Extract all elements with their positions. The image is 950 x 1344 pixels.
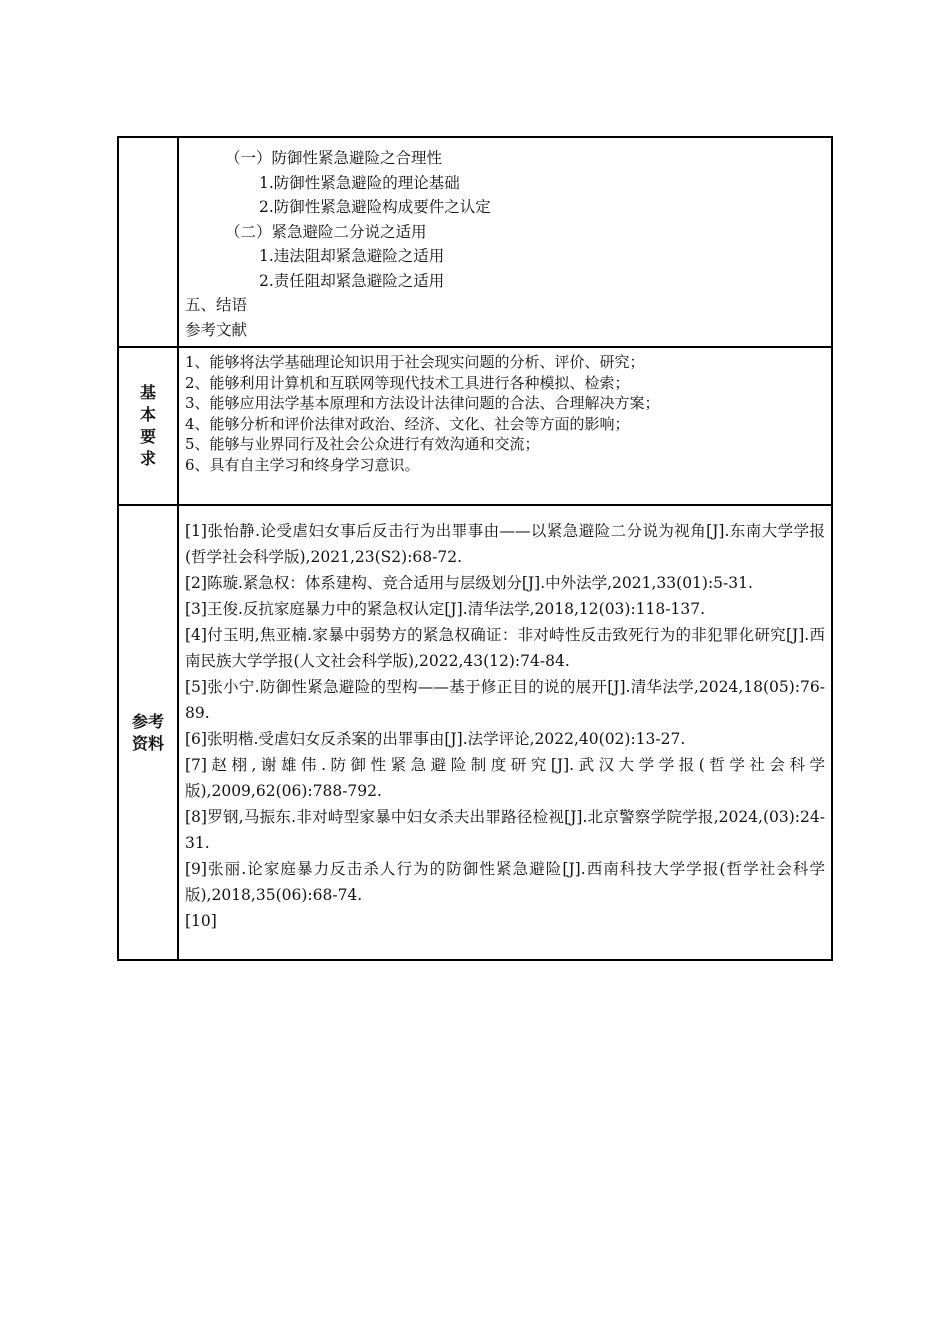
form-table <box>117 136 833 961</box>
outline-item: （二）紧急避险二分说之适用 <box>225 222 427 241</box>
requirements-label-cell <box>118 347 178 505</box>
requirements-label: 基本要求 <box>139 383 156 468</box>
requirement-item: 1、能够将法学基础理论知识用于社会现实问题的分析、评价、研究； <box>185 353 645 371</box>
outline-item: 2.责任阻却紧急避险之适用 <box>259 271 445 290</box>
requirement-item: 2、能够利用计算机和互联网等现代技术工具进行各种模拟、检索； <box>185 373 630 392</box>
outline-label-cell <box>118 137 178 347</box>
references-label: 参考资料 <box>131 711 164 753</box>
outline-item: 1.防御性紧急避险的理论基础 <box>259 173 460 192</box>
outline-item: 参考文献 <box>185 320 248 339</box>
reference-item: [10] <box>185 912 217 930</box>
reference-item: [9]张丽.论家庭暴力反击杀人行为的防御性紧急避险[J].西南科技大学学报(哲学社会科学版),2018,35(06):68-74. <box>185 860 825 904</box>
outline-cell <box>178 137 832 347</box>
reference-item: [6]张明楷.受虐妇女反杀案的出罪事由[J].法学评论,2022,40(02):13-27. <box>185 730 686 748</box>
reference-item: [5]张小宁.防御性紧急避险的型构——基于修正目的说的展开[J].清华法学,2024,18(05):76-89. <box>185 678 825 722</box>
outline-item: 五、结语 <box>185 296 248 314</box>
requirement-item: 5、能够与业界同行及社会公众进行有效沟通和交流； <box>185 435 540 453</box>
reference-item: [2]陈璇.紧急权：体系建构、竞合适用与层级划分[J].中外法学,2021,33(01):5-31. <box>185 574 753 592</box>
requirement-item: 4、能够分析和评价法律对政治、经济、文化、社会等方面的影响； <box>185 414 630 433</box>
requirement-item: 6、具有自主学习和终身学习意识。 <box>185 455 420 474</box>
reference-item: [4]付玉明,焦亚楠.家暴中弱势方的紧急权确证：非对峙性反击致死行为的非犯罪化研究[J].西南民族大学学报(人文社会科学版),2022,43(12):74-84. <box>185 626 825 670</box>
requirement-item: 3、能够应用法学基本原理和方法设计法律问题的合法、合理解决方案； <box>185 394 660 412</box>
references-list <box>179 506 831 938</box>
requirements-cell <box>178 347 832 505</box>
reference-item: [8]罗钢,马振东.非对峙型家暴中妇女杀夫出罪路径检视[J].北京警察学院学报,2024,(03):24-31. <box>185 808 825 852</box>
outline-item: 1.违法阻却紧急避险之适用 <box>259 247 445 265</box>
outline-item: 2.防御性紧急避险构成要件之认定 <box>259 198 491 216</box>
references-row <box>118 505 832 960</box>
outline-list <box>179 138 831 346</box>
outline-row <box>118 137 832 347</box>
references-cell <box>178 505 832 960</box>
reference-item: [3]王俊.反抗家庭暴力中的紧急权认定[J].清华法学,2018,12(03):118-137. <box>185 600 706 618</box>
reference-item: [1]张怡静.论受虐妇女事后反击行为出罪事由——以紧急避险二分说为视角[J].东南大学学报(哲学社会科学版),2021,23(S2):68-72. <box>185 522 825 566</box>
references-label-cell <box>118 505 178 960</box>
requirements-list <box>179 348 831 495</box>
requirements-row <box>118 347 832 505</box>
reference-item: [7]赵栩,谢雄伟.防御性紧急避险制度研究[J].武汉大学学报(哲学社会科学版),2009,62(06):788-792. <box>185 756 825 800</box>
outline-item: （一）防御性紧急避险之合理性 <box>225 149 443 167</box>
